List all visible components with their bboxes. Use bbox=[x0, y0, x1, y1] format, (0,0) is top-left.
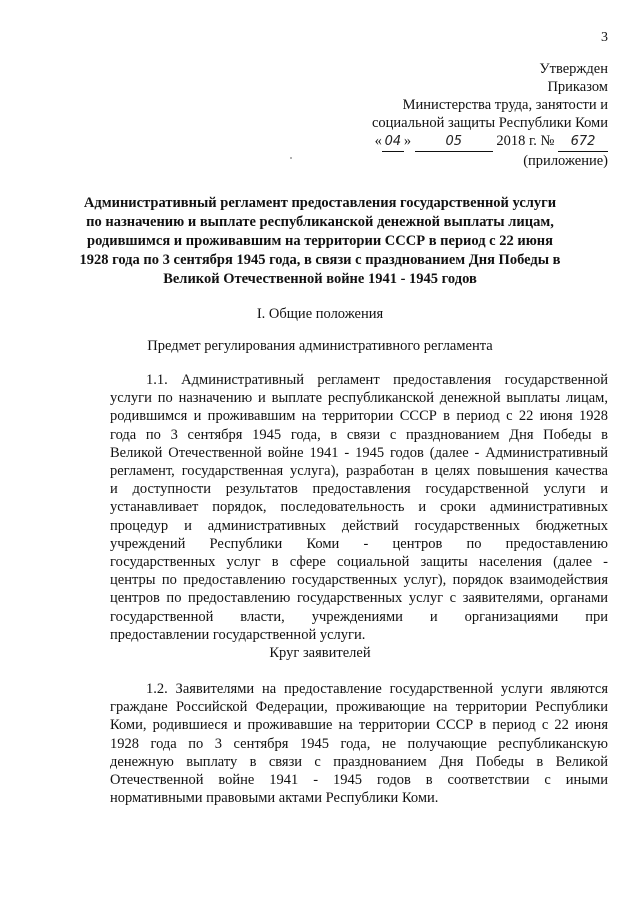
scan-speck bbox=[290, 157, 292, 159]
order-day-handwritten: 04 bbox=[382, 133, 404, 152]
paragraph-line: 1.2. Заявителями на предоставление государственной услуги являются bbox=[146, 681, 608, 697]
subheading-subject: Предмет регулирования административного регламента bbox=[147, 338, 493, 354]
paragraph-line: 1.1. Административный регламент предоставления государственной bbox=[146, 372, 608, 388]
approval-line-order: Приказом bbox=[547, 79, 608, 95]
paragraph-line: процедур и административных действий государственных бюджетных bbox=[110, 517, 608, 534]
paragraph-line: государственных услуг в сфере социальной защиты населения (далее - bbox=[110, 554, 608, 571]
paragraph-line: услуги по назначению и выплате республиканской денежной выплаты лицам, bbox=[110, 390, 608, 407]
paragraph-line: года по 3 сентября 1945 года, в связи с празднованием Дня Победы в bbox=[110, 426, 608, 443]
quote-open: « bbox=[374, 133, 382, 149]
order-year-label: 2018 г. № bbox=[496, 133, 555, 149]
title-line: 1928 года по 3 сентября 1945 года, в связи с празднованием Дня Победы в bbox=[79, 252, 561, 268]
paragraph-line: 1928 года по 3 сентября 1945 года, не получающие республиканскую bbox=[110, 735, 608, 752]
paragraph-line: граждане Российской Федерации, проживающие на территории Республики bbox=[110, 699, 608, 716]
order-month-handwritten: 05 bbox=[415, 133, 493, 152]
section-heading: I. Общие положения bbox=[256, 306, 384, 322]
page-number: 3 bbox=[601, 30, 608, 45]
paragraph-line: нормативными правовыми актами Республики Коми. bbox=[110, 790, 439, 807]
paragraph-line: Великой Отечественной войне 1941 - 1945 годов (далее - Административный bbox=[110, 444, 608, 461]
paragraph-1-2 bbox=[110, 680, 608, 807]
paragraph-line: центров по предоставлению государственных услуг с заявителями, органами bbox=[110, 590, 608, 607]
approval-block bbox=[288, 60, 608, 170]
paragraph-line: денежную выплату в связи с празднованием Дня Победы в Великой bbox=[110, 753, 608, 770]
title-line: Великой Отечественной войне 1941 - 1945 годов bbox=[163, 271, 477, 287]
title-line: Административный регламент предоставления государственной услуги bbox=[83, 195, 557, 211]
title-line: по назначению и выплате республиканской денежной выплаты лицам, bbox=[86, 214, 554, 230]
paragraph-line: Отечественной войне 1941 - 1945 годов в соответствии с иными bbox=[110, 772, 608, 789]
paragraph-line: и доступности результатов предоставления государственной услуги и bbox=[110, 481, 608, 498]
approval-line-ministry: Министерства труда, занятости и bbox=[402, 97, 608, 113]
paragraph-line: государственной власти, учреждениями и организациями при bbox=[110, 608, 608, 625]
paragraph-line: родившимся и проживавшим на территории СССР в период с 22 июня 1928 bbox=[110, 408, 608, 425]
paragraph-line: центры по предоставлению государственных услуг), порядок взаимодействия bbox=[110, 572, 608, 589]
paragraph-1-1 bbox=[110, 371, 608, 644]
order-number-handwritten: 672 bbox=[558, 133, 608, 152]
appendix-label: (приложение) bbox=[523, 153, 608, 169]
paragraph-line: регламент, государственная услуга), разработан в целях повышения качества bbox=[110, 463, 608, 480]
order-date-number-line bbox=[288, 132, 608, 152]
paragraph-line: Коми, родившиеся и проживавшие на территории СССР в период с 22 июня bbox=[110, 717, 608, 734]
paragraph-line: устанавливает порядок, последовательность и сроки административных bbox=[110, 499, 608, 516]
quote-close: » bbox=[403, 133, 412, 149]
document-title bbox=[64, 194, 576, 289]
subheading-applicants: Круг заявителей bbox=[269, 645, 371, 661]
approval-line-ministry-cont: социальной защиты Республики Коми bbox=[371, 115, 608, 131]
paragraph-line: предоставлении государственной услуги. bbox=[110, 626, 366, 643]
approval-line-approved: Утвержден bbox=[539, 61, 608, 77]
title-line: родившимся и проживавшим на территории СССР в период с 22 июня bbox=[87, 233, 553, 249]
paragraph-line: учреждений Республики Коми - центров по предоставлению bbox=[110, 535, 608, 552]
